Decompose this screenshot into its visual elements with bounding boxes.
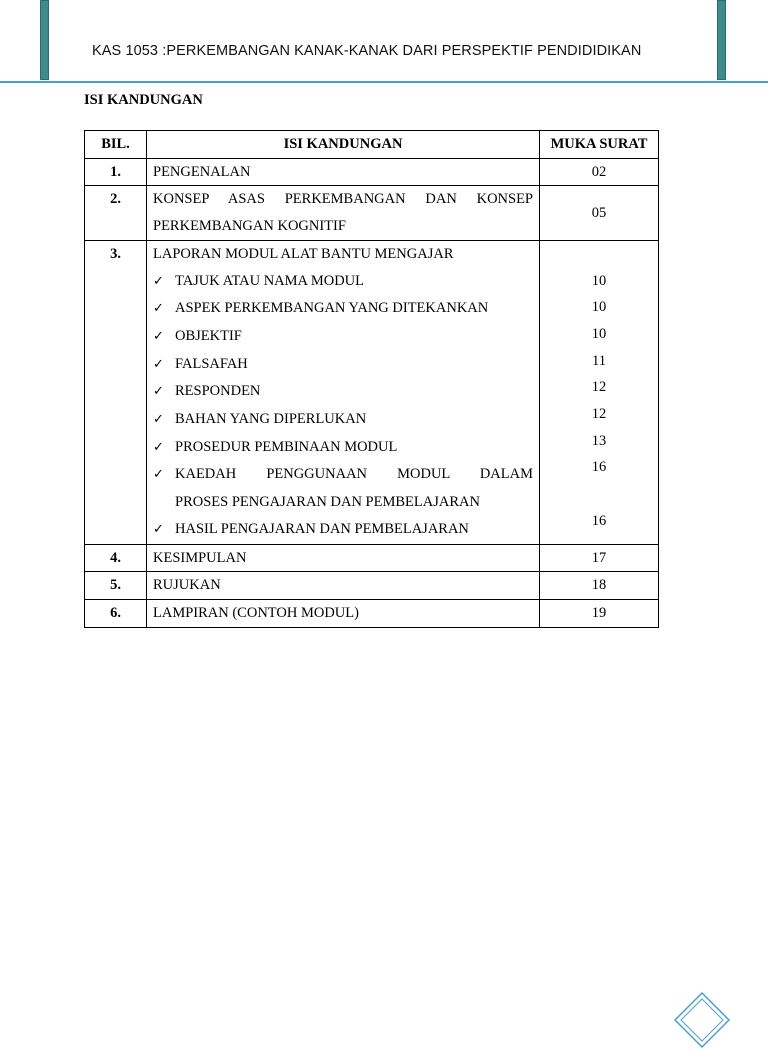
list-item [153, 434, 533, 462]
row-page: 17 [540, 544, 659, 572]
list-item [153, 268, 533, 296]
table-row [85, 599, 659, 627]
checkmark-icon: ✓ [153, 412, 164, 428]
checkmark-icon: ✓ [153, 273, 164, 289]
table-row [85, 158, 659, 186]
row-number: 5. [85, 572, 147, 600]
row-page: 13 [591, 432, 607, 449]
row-page-spacer [546, 241, 652, 268]
table-row [85, 572, 659, 600]
table-header-row [85, 131, 659, 159]
header-title: KAS 1053 :PERKEMBANGAN KANAK-KANAK DARI PERSPEKTIF PENDIDIDIKAN [92, 43, 642, 59]
row-title-line: KONSEP ASAS PERKEMBANGAN DAN KONSEP [153, 191, 533, 208]
header-bil: BIL. [85, 131, 147, 159]
list-item [153, 461, 533, 489]
header-accent-bar-right [717, 0, 726, 80]
list-item-label: ASPEK PERKEMBANGAN YANG DITEKANKAN [175, 300, 489, 317]
table-row [85, 186, 659, 240]
header-content: ISI KANDUNGAN [147, 131, 540, 159]
table-row [85, 240, 659, 544]
list-item-label: FALSAFAH [175, 355, 248, 372]
checkmark-icon: ✓ [153, 356, 164, 372]
list-item-label: RESPONDEN [175, 383, 261, 400]
row-title-line: PERKEMBANGAN KOGNITIF [153, 218, 346, 235]
row-number: 4. [85, 544, 147, 572]
row-page: 12 [591, 406, 607, 423]
row-number: 6. [85, 599, 147, 627]
row-page: 10 [591, 299, 607, 316]
row-page: 19 [540, 599, 659, 627]
row-page: 16 [591, 459, 607, 476]
row-page: 10 [591, 325, 607, 342]
list-item [153, 351, 533, 379]
checkmark-icon: ✓ [153, 439, 164, 455]
table-row [85, 544, 659, 572]
row-title: PENGENALAN [147, 158, 540, 186]
list-item [153, 378, 533, 406]
header-divider [0, 81, 768, 83]
checkmark-icon: ✓ [153, 521, 164, 537]
diamond-outline-icon [672, 990, 732, 1050]
table-of-contents [84, 130, 659, 628]
row-number: 2. [85, 186, 147, 240]
header-accent-bar-left [40, 0, 49, 80]
list-item-label: KAEDAH PENGGUNAAN MODUL DALAM [175, 466, 533, 483]
row-number: 3. [85, 240, 147, 544]
list-item [153, 406, 533, 434]
row-number: 1. [85, 158, 147, 186]
row-page: 02 [540, 158, 659, 186]
row-page: 05 [540, 186, 659, 240]
row-page-spacer [546, 481, 652, 508]
header-page: MUKA SURAT [540, 131, 659, 159]
row-page: 16 [591, 512, 607, 529]
row-page: 11 [592, 352, 606, 369]
list-item-label: BAHAN YANG DIPERLUKAN [175, 411, 367, 428]
row-page: 12 [591, 379, 607, 396]
row-title [147, 240, 540, 544]
list-item-label: HASIL PENGAJARAN DAN PEMBELAJARAN [175, 520, 469, 537]
list-item [153, 516, 533, 544]
row-page-list [540, 240, 659, 544]
list-item [153, 323, 533, 351]
row-page: 18 [540, 572, 659, 600]
row-title-line: LAPORAN MODUL ALAT BANTU MENGAJAR [153, 245, 454, 262]
checkmark-icon: ✓ [153, 384, 164, 400]
list-item-label: PROSEDUR PEMBINAAN MODUL [175, 438, 398, 455]
row-title [147, 186, 540, 240]
row-title: KESIMPULAN [147, 544, 540, 572]
checkmark-icon: ✓ [153, 328, 164, 344]
list-item [153, 295, 533, 323]
checkmark-icon: ✓ [153, 301, 164, 317]
list-item-label: TAJUK ATAU NAMA MODUL [175, 272, 365, 289]
row-page: 10 [591, 272, 607, 289]
list-item-label: OBJEKTIF [175, 327, 242, 344]
list-item-continuation: PROSES PENGAJARAN DAN PEMBELAJARAN [175, 494, 480, 511]
row-title: LAMPIRAN (CONTOH MODUL) [147, 599, 540, 627]
row-title: RUJUKAN [147, 572, 540, 600]
section-heading: ISI KANDUNGAN [84, 92, 203, 108]
checkmark-icon: ✓ [153, 467, 164, 483]
